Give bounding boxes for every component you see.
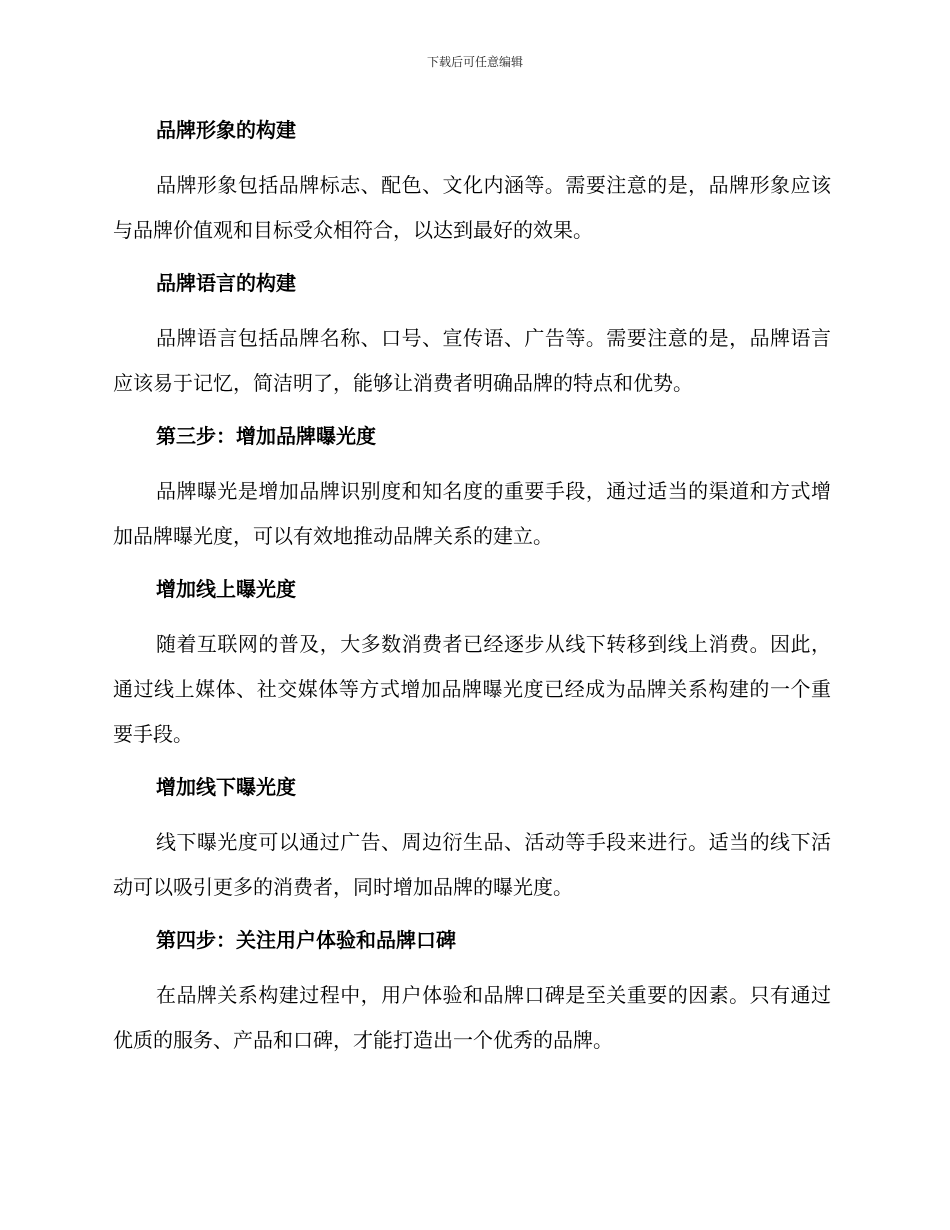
body-paragraph: 线下曝光度可以通过广告、周边衍生品、活动等手段来进行。适当的线下活动可以吸引更多的消费者，同时增加品牌的曝光度。 bbox=[113, 830, 831, 899]
section-heading: 增加线下曝光度 bbox=[156, 775, 296, 799]
section-heading: 品牌语言的构建 bbox=[156, 271, 296, 295]
body-paragraph: 在品牌关系构建过程中，用户体验和品牌口碑是至关重要的因素。只有通过优质的服务、产品和口碑，才能打造出一个优秀的品牌。 bbox=[113, 983, 831, 1052]
step-heading: 第三步：增加品牌曝光度 bbox=[156, 424, 376, 448]
body-paragraph: 随着互联网的普及，大多数消费者已经逐步从线下转移到线上消费。因此，通过线上媒体、社交媒体等方式增加品牌曝光度已经成为品牌关系构建的一个重要手段。 bbox=[113, 632, 831, 746]
page-header: 下载后可任意编辑 bbox=[426, 55, 523, 69]
body-paragraph: 品牌语言包括品牌名称、口号、宣传语、广告等。需要注意的是，品牌语言应该易于记忆，简洁明了，能够让消费者明确品牌的特点和优势。 bbox=[113, 326, 831, 395]
body-paragraph: 品牌形象包括品牌标志、配色、文化内涵等。需要注意的是，品牌形象应该与品牌价值观和目标受众相符合，以达到最好的效果。 bbox=[113, 173, 831, 242]
section-heading: 品牌形象的构建 bbox=[156, 118, 296, 142]
body-paragraph: 品牌曝光是增加品牌识别度和知名度的重要手段，通过适当的渠道和方式增加品牌曝光度，可以有效地推动品牌关系的建立。 bbox=[113, 479, 831, 548]
document-body bbox=[113, 111, 831, 1063]
step-heading: 第四步：关注用户体验和品牌口碑 bbox=[156, 928, 456, 952]
section-heading: 增加线上曝光度 bbox=[156, 577, 296, 601]
